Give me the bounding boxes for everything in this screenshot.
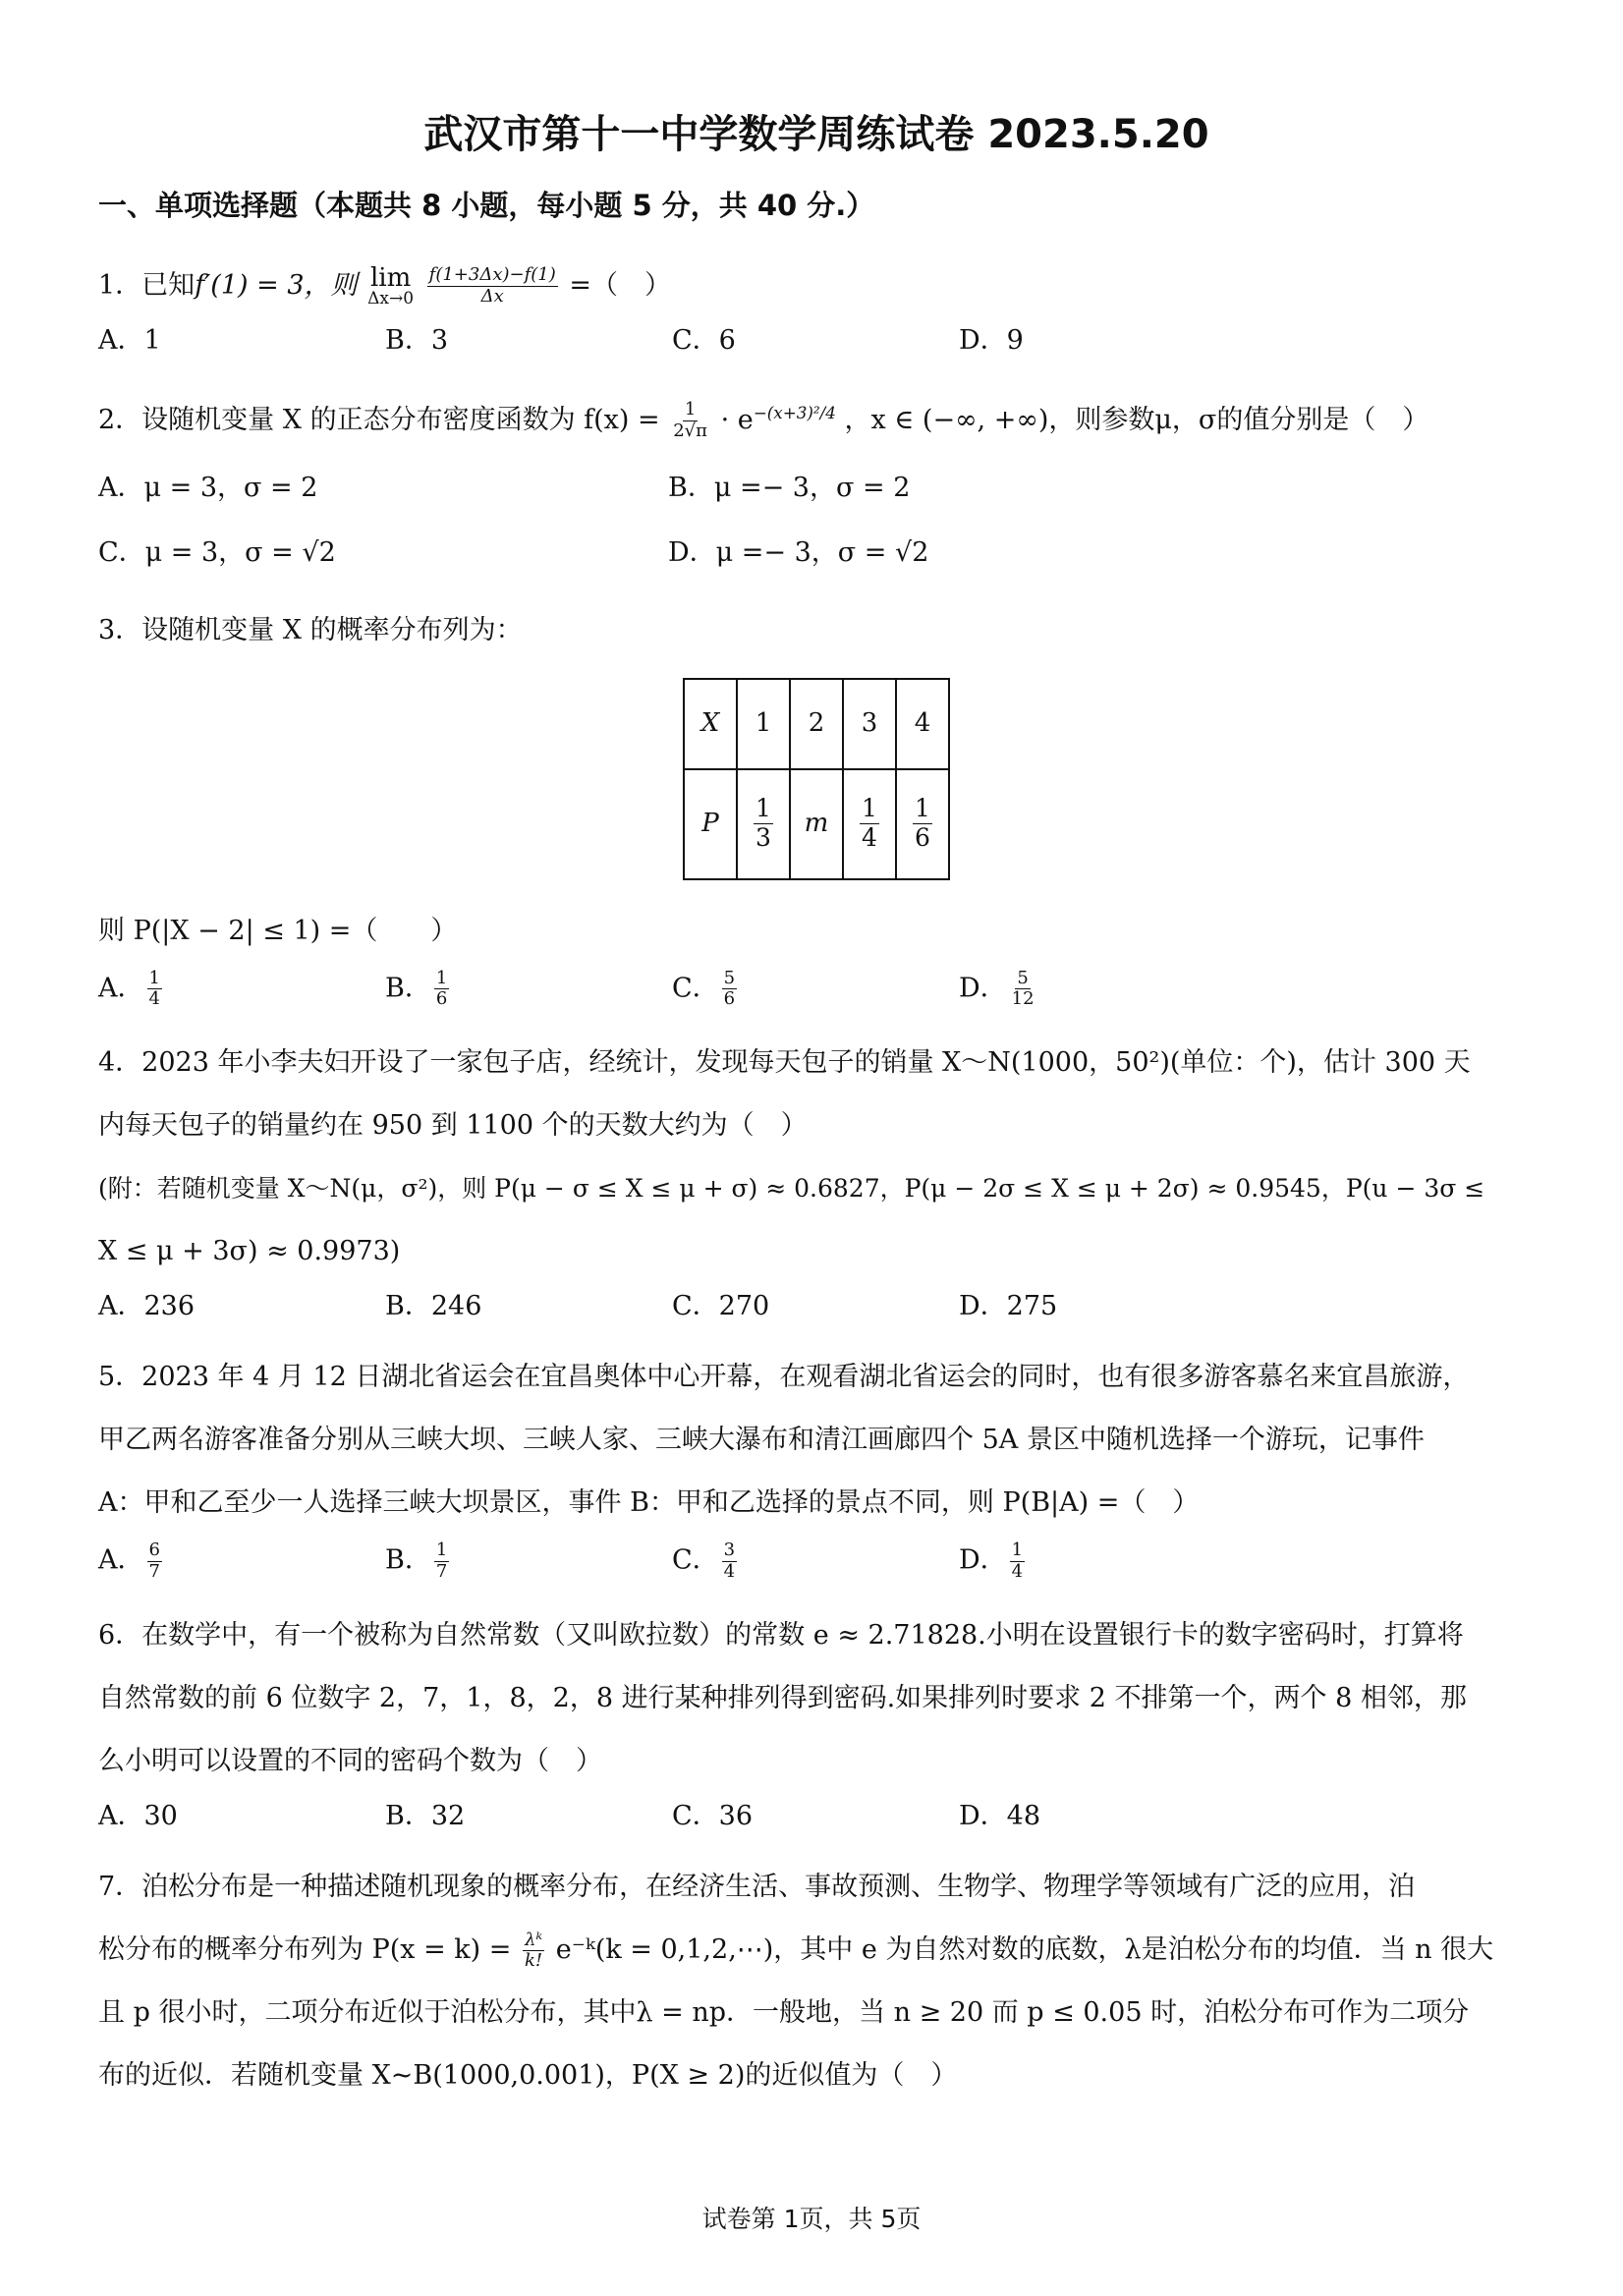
option-label: C．	[672, 973, 719, 1004]
option-c[interactable]: C．6	[672, 325, 736, 357]
question-5-line-1: 5．2023 年 4 月 12 日湖北省运会在宜昌奥体中心开幕，在观看湖北省运会的同时，也有很多游客慕名来宜昌旅游，	[98, 1362, 1470, 1393]
question-1-derivative: f′(1) = 3，则	[195, 270, 358, 302]
question-7-line-2b: e⁻ᵏ(k = 0,1,2,⋯)，其中 e 为自然对数的底数，λ是泊松分布的均值．当 n 很大	[555, 1934, 1494, 1966]
question-6-line-1: 6．在数学中，有一个被称为自然常数（又叫欧拉数）的常数 e ≈ 2.71828.小明在设置银行卡的数字密码时，打算将	[98, 1619, 1464, 1651]
table-row-x	[684, 679, 949, 769]
question-5-line-3: A：甲和乙至少一人选择三峡大坝景区，事件 B：甲和乙选择的景点不同，则 P(B|A) =（ ）	[98, 1487, 1200, 1519]
option-a[interactable]: A．1	[98, 325, 161, 357]
question-7-line-3: 且 p 很小时，二项分布近似于泊松分布，其中λ = np．一般地，当 n ≥ 20 而 p ≤ 0.05 时，泊松分布可作为二项分	[98, 1997, 1470, 2029]
limit-fraction	[427, 265, 558, 307]
option-b[interactable]	[385, 969, 672, 1010]
question-4	[98, 1032, 1535, 1324]
option-c[interactable]	[672, 969, 959, 1010]
question-6-line-2: 自然常数的前 6 位数字 2，7，1，8，2，8 进行某种排列得到密码.如果排列时要求 2 不排第一个，两个 8 相邻，那	[98, 1682, 1467, 1713]
question-2-options	[98, 456, 1535, 586]
question-6-options	[98, 1799, 1535, 1834]
prob-denominator: 4	[862, 823, 877, 853]
question-1-prefix: 1．已知	[98, 270, 196, 302]
question-2-stem	[98, 381, 1535, 452]
option-fraction	[722, 1540, 737, 1582]
question-1	[98, 254, 1535, 359]
option-d[interactable]: D．9	[959, 325, 1024, 357]
option-b[interactable]: B．246	[385, 1290, 482, 1321]
option-denominator: 4	[1011, 1561, 1024, 1583]
question-1-options	[98, 323, 1535, 359]
option-d[interactable]: D．μ =− 3，σ = √2	[668, 536, 929, 568]
page-footer: 试卷第 1页，共 5页	[701, 2205, 922, 2233]
option-fraction	[147, 969, 162, 1010]
question-1-stem	[98, 254, 1535, 317]
option-b[interactable]: B．μ =− 3，σ = 2	[668, 472, 911, 503]
option-d[interactable]: D．48	[959, 1800, 1041, 1831]
table-cell	[896, 769, 949, 879]
question-4-line-2: 内每天包子的销量约在 950 到 1100 个的天数大约为（ ）	[98, 1109, 808, 1141]
option-a[interactable]: A．30	[98, 1800, 178, 1831]
limit-numerator: f(1+3Δx)−f(1)	[428, 264, 556, 286]
question-4-options	[98, 1289, 1535, 1324]
question-6	[98, 1604, 1535, 1834]
prob-numerator: 1	[756, 794, 771, 823]
option-numerator: 1	[1011, 1540, 1024, 1561]
question-2-text-a: 2．设随机变量 X 的正态分布密度函数为 f(x) =	[98, 404, 660, 435]
option-a[interactable]	[98, 969, 385, 1010]
poisson-numerator: λᵏ	[525, 1929, 543, 1950]
option-label: A．	[98, 973, 144, 1004]
option-denominator: 12	[1011, 988, 1035, 1010]
limit-expression	[367, 265, 414, 308]
option-label: A．	[98, 1545, 144, 1577]
option-fraction	[434, 969, 449, 1010]
table-cell: 2	[790, 679, 843, 769]
question-7-line-2a: 松分布的概率分布列为 P(x = k) =	[98, 1934, 512, 1966]
density-coefficient-numerator: 1	[684, 398, 697, 420]
density-coefficient	[671, 400, 709, 441]
poisson-fraction	[523, 1931, 544, 1972]
option-numerator: 6	[148, 1540, 160, 1561]
question-4-line-3: (附：若随机变量 X～N(μ，σ²)，则 P(μ − σ ≤ X ≤ μ + σ) ≈ 0.6827，P(μ − 2σ ≤ X ≤ μ + 2σ) ≈ 0.9545，P(u − 3σ ≤	[98, 1173, 1485, 1203]
poisson-denominator: k!	[525, 1950, 543, 1972]
option-label: B．	[385, 973, 431, 1004]
question-6-line-3: 么小明可以设置的不同的密码个数为（ ）	[98, 1745, 602, 1776]
option-numerator: 1	[148, 967, 160, 988]
table-cell	[843, 769, 896, 879]
option-denominator: 4	[723, 1561, 736, 1583]
question-1-suffix: =（ ）	[569, 270, 671, 302]
option-d[interactable]	[959, 1540, 1246, 1582]
exam-title: 武汉市第十一中学数学周练试卷 2023.5.20	[423, 112, 1209, 157]
table-cell: 1	[737, 679, 790, 769]
option-fraction	[1010, 1540, 1025, 1582]
density-exponent: −(x+3)²/4	[753, 402, 836, 422]
limit-denominator: Δx	[480, 286, 504, 308]
question-4-line-4: X ≤ μ + 3σ) ≈ 0.9973)	[98, 1235, 401, 1266]
question-3-ask: 则 P(|X − 2| ≤ 1) =（ ）	[98, 915, 458, 946]
option-a[interactable]: A．μ = 3，σ = 2	[98, 472, 318, 503]
option-d[interactable]: D．275	[959, 1290, 1058, 1321]
question-3	[98, 599, 1535, 1010]
prob-fraction	[860, 795, 879, 853]
option-b[interactable]: B．32	[385, 1800, 466, 1831]
option-c[interactable]	[672, 1540, 959, 1582]
prob-numerator: 1	[862, 794, 877, 823]
option-denominator: 7	[148, 1561, 160, 1583]
option-c[interactable]: C．36	[672, 1800, 754, 1831]
option-fraction	[722, 969, 737, 1010]
option-a[interactable]: A．236	[98, 1290, 196, 1321]
table-cell: X	[684, 679, 737, 769]
option-numerator: 1	[435, 967, 448, 988]
question-2-text-b: · e	[720, 404, 754, 435]
question-2-text-c: ，x ∈ (−∞, +∞)，则参数μ，σ的值分别是（ ）	[844, 404, 1429, 435]
option-label: B．	[385, 1545, 431, 1577]
option-fraction	[1010, 969, 1036, 1010]
prob-fraction	[913, 795, 932, 853]
question-7	[98, 1856, 1535, 2107]
limit-subscript: Δx→0	[367, 289, 415, 309]
option-a[interactable]	[98, 1540, 385, 1582]
table-row-p	[684, 769, 949, 879]
option-c[interactable]: C．270	[672, 1290, 770, 1321]
prob-fraction	[754, 795, 773, 853]
density-coefficient-denominator: 2√π	[673, 420, 707, 441]
prob-denominator: 3	[756, 823, 771, 853]
table-cell: P	[684, 769, 737, 879]
table-cell: 4	[896, 679, 949, 769]
option-numerator: 5	[723, 967, 736, 988]
option-numerator: 3	[723, 1540, 736, 1561]
option-fraction	[434, 1540, 449, 1582]
option-b[interactable]: B．3	[385, 325, 449, 357]
option-denominator: 6	[435, 988, 448, 1010]
table-cell	[737, 769, 790, 879]
option-denominator: 4	[148, 988, 160, 1010]
question-5	[98, 1346, 1535, 1582]
question-2	[98, 381, 1535, 586]
option-c[interactable]: C．μ = 3，σ = √2	[98, 536, 336, 568]
option-numerator: 1	[435, 1540, 448, 1561]
question-5-options	[98, 1540, 1535, 1582]
limit-symbol: lim	[369, 263, 412, 294]
table-cell: 3	[843, 679, 896, 769]
question-7-line-4: 布的近似．若随机变量 X~B(1000,0.001)，P(X ≥ 2)的近似值为（ ）	[98, 2060, 958, 2092]
option-label: C．	[672, 1545, 719, 1577]
question-7-line-1: 7．泊松分布是一种描述随机现象的概率分布，在经济生活、事故预测、生物学、物理学等领域有广泛的应用，泊	[98, 1872, 1416, 1903]
option-fraction	[147, 1540, 162, 1582]
prob-numerator: 1	[915, 794, 930, 823]
question-3-stem: 3．设随机变量 X 的概率分布列为：	[98, 614, 523, 645]
question-4-line-1: 4．2023 年小李夫妇开设了一家包子店，经统计，发现每天包子的销量 X～N(1000，50²)(单位：个)，估计 300 天	[98, 1046, 1471, 1078]
prob-denominator: 6	[915, 823, 930, 853]
option-denominator: 6	[723, 988, 736, 1010]
option-numerator: 5	[1017, 967, 1029, 988]
table-cell: m	[790, 769, 843, 879]
question-3-options	[98, 969, 1535, 1010]
option-denominator: 7	[435, 1561, 448, 1583]
option-label: D．	[959, 1545, 1007, 1577]
distribution-table	[683, 678, 950, 880]
section-heading: 一、单项选择题（本题共 8 小题，每小题 5 分，共 40 分.）	[98, 189, 875, 222]
option-d[interactable]	[959, 969, 1246, 1010]
option-b[interactable]	[385, 1540, 672, 1582]
option-label: D．	[959, 973, 1007, 1004]
question-7-line-2	[98, 1919, 1535, 1982]
question-5-line-2: 甲乙两名游客准备分别从三峡大坝、三峡人家、三峡大瀑布和清江画廊四个 5A 景区中随机选择一个游玩，记事件	[98, 1425, 1425, 1456]
